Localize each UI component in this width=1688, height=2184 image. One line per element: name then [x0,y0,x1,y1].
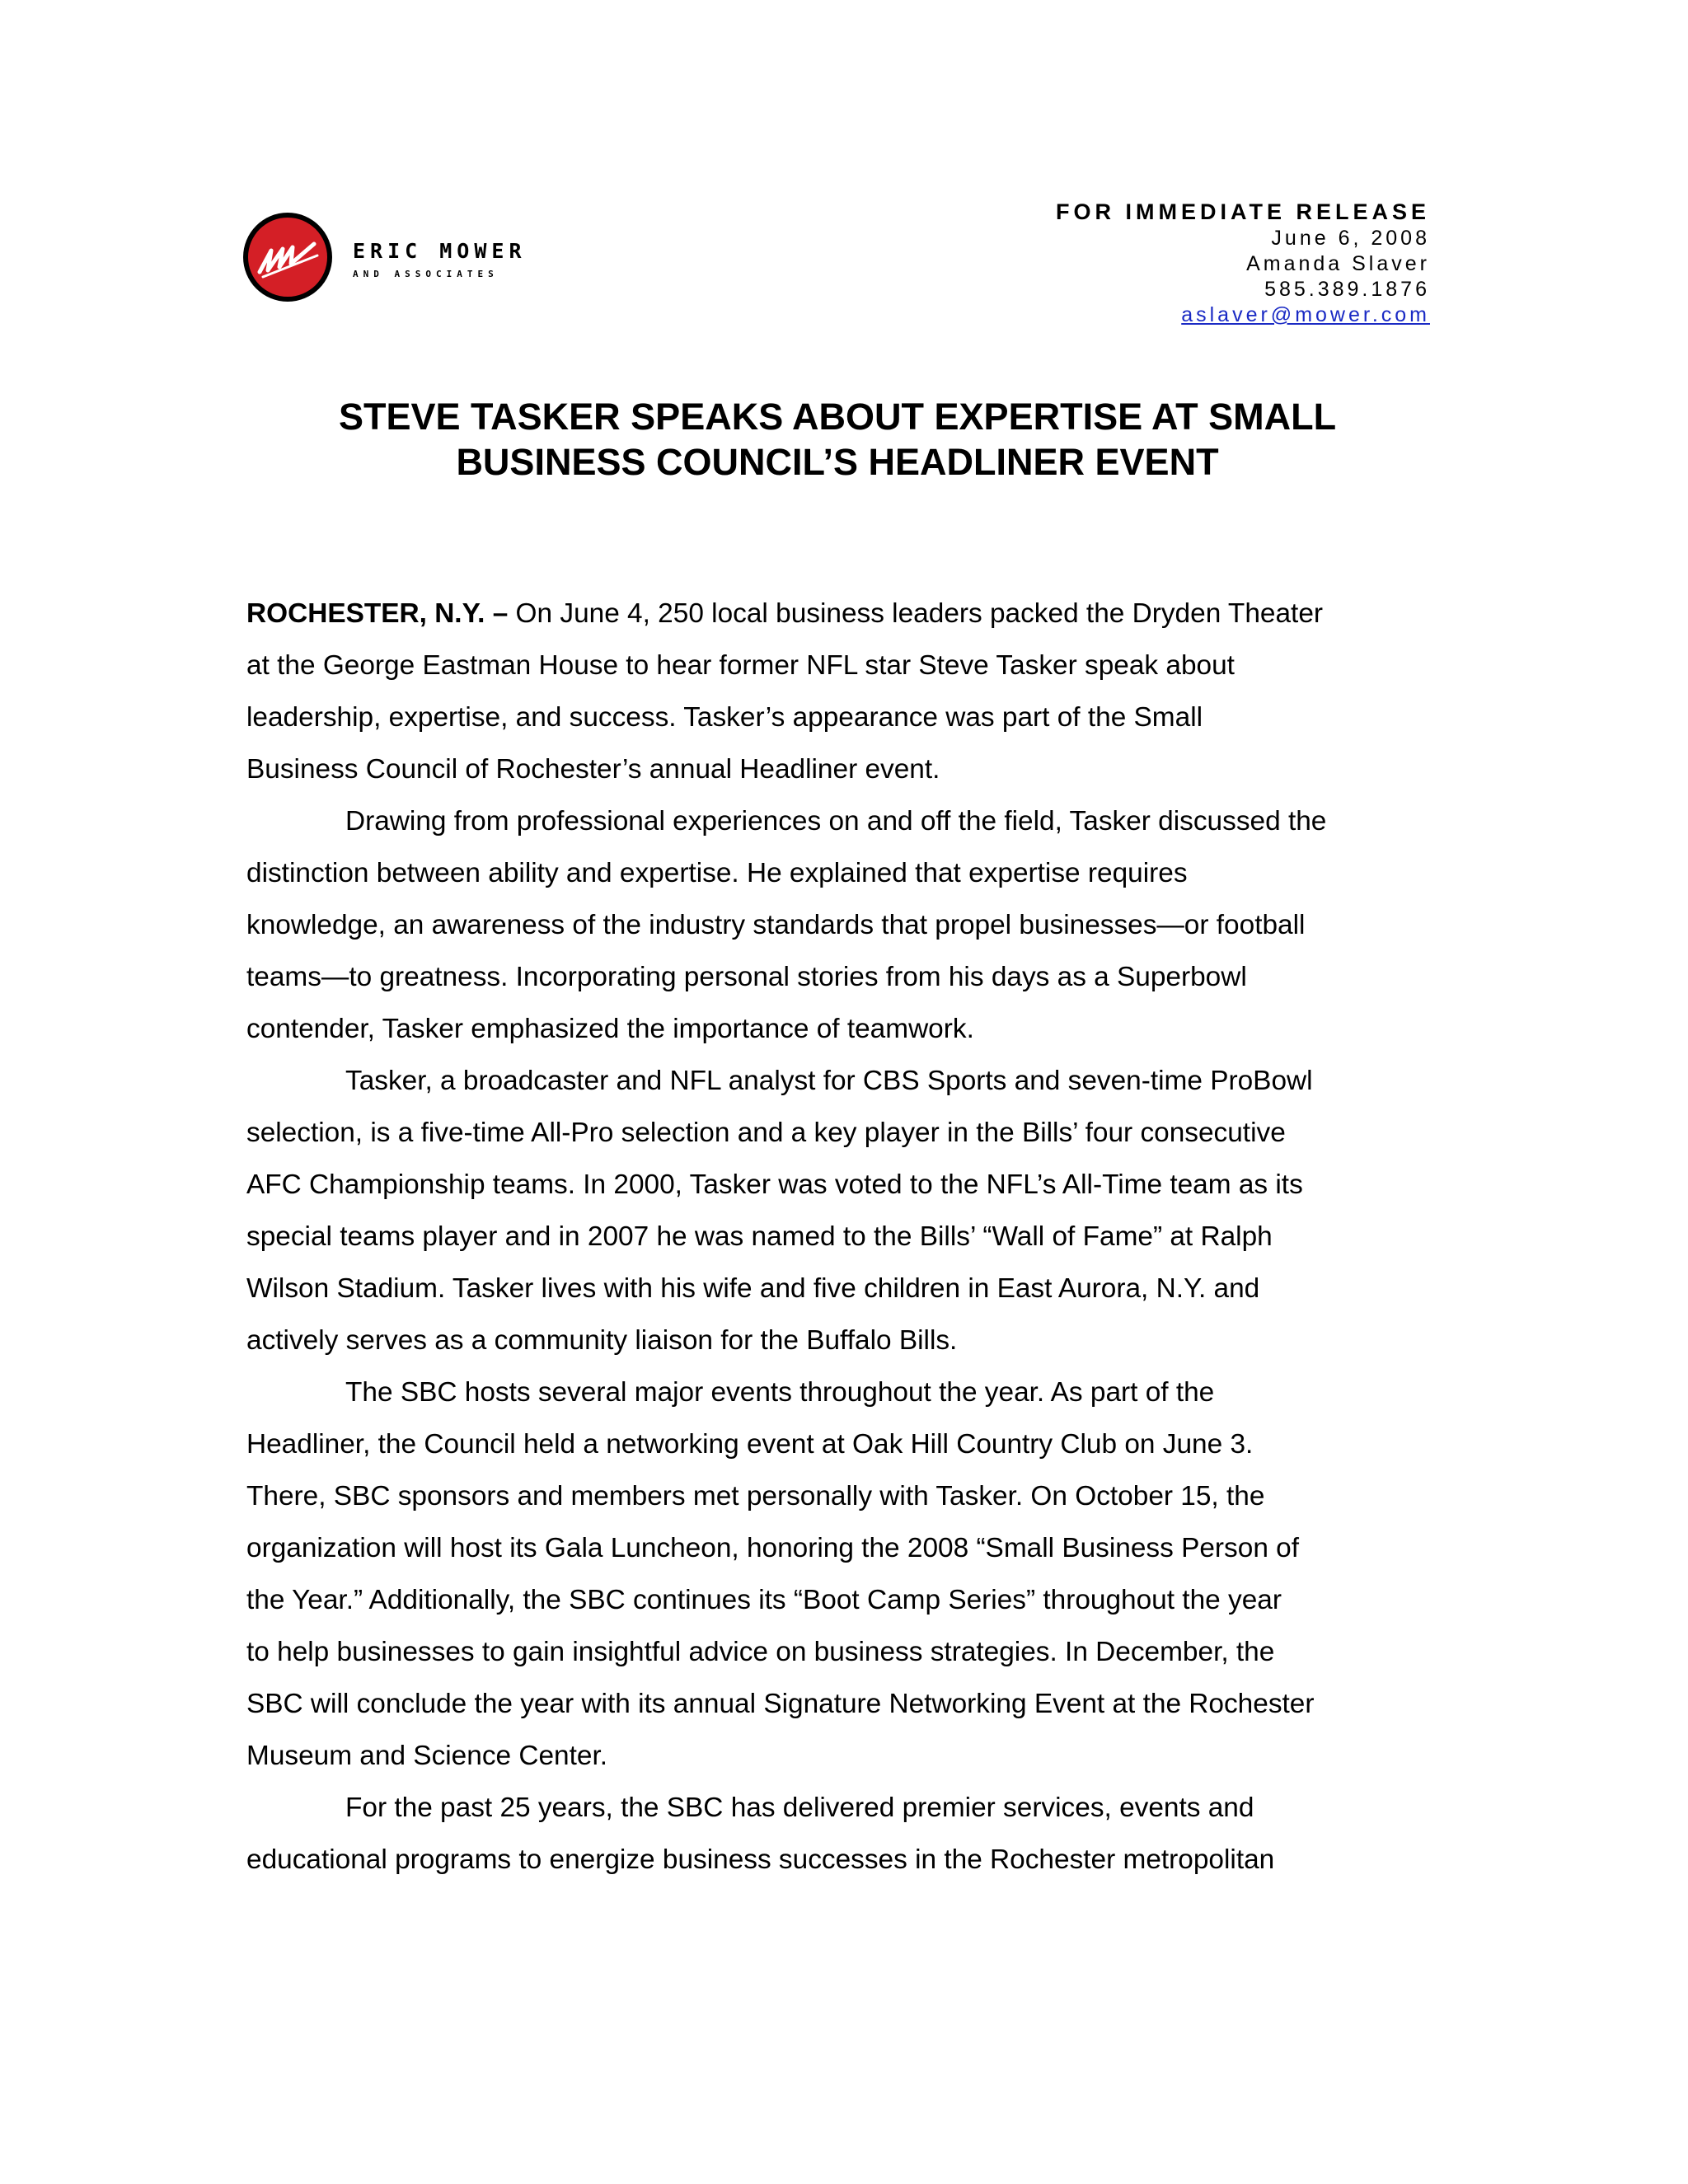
paragraph-line: the Year.” Additionally, the SBC continues its “Boot Camp Series” throughout the year [246,1585,1282,1615]
logo-company-name: ERIC MOWER [353,239,527,263]
paragraph-line: ROCHESTER, N.Y. – On June 4, 250 local business leaders packed the Dryden Theater [246,598,1324,629]
paragraph-line: knowledge, an awareness of the industry standards that propel businesses—or football [246,910,1306,940]
paragraph-line: The SBC hosts several major events throughout the year. As part of the [345,1377,1215,1408]
paragraph-line: teams—to greatness. Incorporating personal stories from his days as a Superbowl [246,962,1247,992]
paragraph-line: contender, Tasker emphasized the importance of teamwork. [246,1014,974,1044]
paragraph-line: organization will host its Gala Luncheon, honoring the 2008 “Small Business Person of [246,1533,1300,1563]
contact-name: Amanda Slaver [1246,252,1430,275]
headline-line-2: BUSINESS COUNCIL’S HEADLINER EVENT [456,441,1219,483]
contact-email-link[interactable]: aslaver@mower.com [1181,303,1430,326]
paragraph-line: Tasker, a broadcaster and NFL analyst for CBS Sports and seven-time ProBowl [345,1066,1313,1096]
logo-company-subtitle: AND ASSOCIATES [353,269,499,279]
paragraph-line: at the George Eastman House to hear former NFL star Steve Tasker speak about [246,650,1235,681]
paragraph-3 [246,1055,1433,1366]
paragraph-line: educational programs to energize business successes in the Rochester metropolitan [246,1844,1275,1875]
release-date: June 6, 2008 [1271,227,1430,250]
paragraph-line: AFC Championship teams. In 2000, Tasker was voted to the NFL’s All-Time team as its [246,1169,1303,1200]
paragraph-line: Drawing from professional experiences on and off the field, Tasker discussed the [345,806,1327,837]
headline [206,394,1469,485]
dateline: ROCHESTER, N.Y. – [246,598,509,629]
paragraph-line: Headliner, the Council held a networking event at Oak Hill Country Club on June 3. [246,1429,1254,1460]
release-heading: FOR IMMEDIATE RELEASE [1055,199,1430,224]
paragraph-4 [246,1366,1433,1782]
release-info [1056,198,1430,328]
paragraph-line: selection, is a five-time All-Pro selection and a key player in the Bills’ four consecutive [246,1118,1286,1148]
paragraph-line: Wilson Stadium. Tasker lives with his wife and five children in East Aurora, N.Y. and [246,1273,1260,1304]
logo-script-mark-icon [243,213,332,302]
paragraph-line: special teams player and in 2007 he was named to the Bills’ “Wall of Fame” at Ralph [246,1221,1273,1252]
company-logo [243,213,556,312]
paragraph-line: distinction between ability and expertise. He explained that expertise requires [246,858,1188,888]
paragraph-line: For the past 25 years, the SBC has delivered premier services, events and [345,1793,1254,1823]
paragraph-line: There, SBC sponsors and members met personally with Tasker. On October 15, the [246,1481,1265,1511]
paragraph-line: leadership, expertise, and success. Tasker’s appearance was part of the Small [246,702,1203,733]
paragraph-5 [246,1782,1433,1886]
paragraph-2 [246,795,1433,1055]
paragraph-line: actively serves as a community liaison for the Buffalo Bills. [246,1325,958,1356]
article-body [246,588,1433,1886]
headline-line-1: STEVE TASKER SPEAKS ABOUT EXPERTISE AT SMALL [338,396,1337,438]
paragraph-line: SBC will conclude the year with its annual Signature Networking Event at the Rochester [246,1689,1315,1719]
contact-phone: 585.389.1876 [1264,278,1430,301]
paragraph-1 [246,588,1433,795]
paragraph-line: Museum and Science Center. [246,1741,608,1771]
paragraph-line: to help businesses to gain insightful advice on business strategies. In December, the [246,1637,1275,1667]
paragraph-line: Business Council of Rochester’s annual Headliner event. [246,754,940,785]
logo-circle-icon [243,213,332,302]
